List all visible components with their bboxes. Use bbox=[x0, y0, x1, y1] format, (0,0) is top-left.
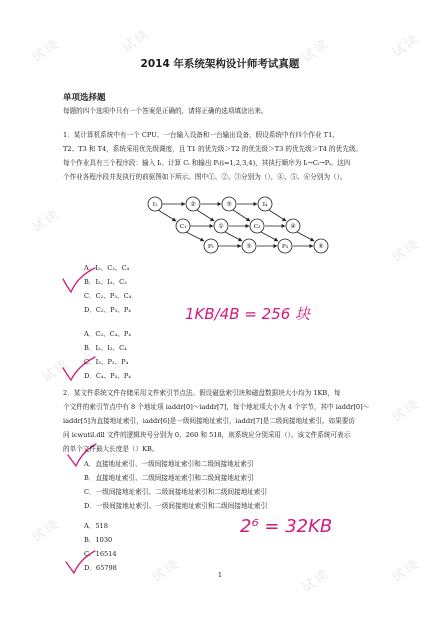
q1-line: 1．某计算机系统中有一个 CPU、一台输入设备和一台输出设备，假设系统中有四个作业 T1、 bbox=[63, 131, 339, 139]
watermark: 试读 bbox=[149, 556, 183, 586]
option: D．65798 bbox=[84, 564, 117, 572]
watermark: 试读 bbox=[119, 26, 153, 56]
node-label: ② bbox=[190, 202, 196, 208]
node-label: P₁ bbox=[207, 244, 215, 250]
q2-line: iaddr[5]为直接地址索引，iaddr[6]是一级间接地址索引，iaddr[7]是二级间接地址索引。如果要访 bbox=[63, 417, 355, 425]
option: A．I₂、C₂、C₄ bbox=[84, 264, 130, 272]
option: B．I₂、I₃、C₂ bbox=[84, 278, 127, 286]
option: C．16514 bbox=[84, 550, 117, 558]
option: D．C₄、P₃、P₄ bbox=[84, 372, 131, 380]
option: B．1030 bbox=[84, 536, 113, 544]
node-label: C₃ bbox=[253, 224, 261, 230]
watermark: 试读 bbox=[29, 206, 63, 236]
node-label: ④ bbox=[290, 224, 296, 230]
watermark: 试读 bbox=[389, 556, 423, 586]
q2-line: 的单个文件最大长度是（）KB。 bbox=[63, 445, 159, 453]
watermark: 试读 bbox=[39, 356, 73, 386]
watermark: 试读 bbox=[389, 236, 423, 266]
section-heading: 单项选择题 bbox=[63, 93, 106, 103]
option: B．直接地址索引、二级间接地址索引和二级间接地址索引 bbox=[84, 474, 254, 482]
node-label: P₃ bbox=[281, 244, 289, 250]
watermark: 试读 bbox=[389, 396, 423, 426]
option: A．直接地址索引、一级间接地址索引和二级间接地址索引 bbox=[84, 460, 254, 468]
intro-text: 每题的四个选项中只有一个答案是正确的，请将正确的选项填涂出来。 bbox=[63, 107, 268, 115]
node-label: ③ bbox=[226, 202, 232, 208]
watermark: 试读 bbox=[389, 31, 423, 61]
page-number: 1 bbox=[217, 571, 223, 579]
option: B．I₂、I₃、C₄ bbox=[84, 344, 127, 352]
watermark: 试读 bbox=[299, 36, 333, 66]
watermark: 试读 bbox=[29, 36, 63, 66]
q2-line: 问 icwutil.dll 文件的逻辑块号分别为 0、260 和 518，则系统应分别采用（）。该文件系统可表示 bbox=[63, 431, 351, 439]
node-label: I₁ bbox=[152, 202, 158, 208]
option: D．一级间接地址索引、一级间接地址索引和二级间接地址索引 bbox=[84, 502, 268, 510]
q1-line: 每个作业具有三个程序段：输入 Iᵢ、计算 Cᵢ 和输出 Pᵢ(i=1,2,3,4)，其执行顺序为 Iᵢ→Cᵢ→Pᵢ。这四 bbox=[63, 159, 351, 167]
option: C．C₂、P₃、C₄ bbox=[84, 292, 132, 300]
page-title: 2014 年系统架构设计师考试真题 bbox=[140, 58, 300, 70]
q2-line: 个文件的索引节点中有 8 个地址项 iaddr[0]～iaddr[7]，每个地址项大小为 4 个字节，其中 iaddr[0]～ bbox=[63, 403, 370, 411]
watermark: 试读 bbox=[29, 516, 63, 546]
handwritten-note: 1KB/4B = 256 块 bbox=[185, 305, 311, 323]
option: A．518 bbox=[84, 522, 108, 530]
option: C．一级间接地址索引、二级间接地址索引和二级间接地址索引 bbox=[84, 488, 268, 496]
option: A．C₂、C₄、P₄ bbox=[84, 330, 131, 338]
option: C．I₃、P₃、P₄ bbox=[84, 358, 129, 366]
q2-line: 2．某文件系统文件存储采用文件索引节点法。假设磁盘索引块和磁盘数据块大小均为 1KB，每 bbox=[63, 389, 341, 397]
node-label: ⑤ bbox=[246, 244, 252, 250]
q1-line: 个作业各程序段并发执行的前驱图如下所示。图中①、②、③分别为（），④、⑤、⑥分别为（）。 bbox=[63, 173, 347, 181]
node-label: ① bbox=[218, 224, 224, 230]
node-label: C₁ bbox=[179, 224, 187, 230]
q1-line: T2、T3 和 T4，系统采用优先级调度，且 T1 的优先级＞T2 的优先级＞T3 的优先级＞T4 的优先级。 bbox=[63, 145, 363, 153]
handwritten-note: 2⁶ = 32KB bbox=[240, 516, 333, 537]
node-label: I₄ bbox=[262, 202, 268, 208]
option: D．C₂、P₃、P₄ bbox=[84, 306, 131, 314]
node-label: ⑥ bbox=[318, 244, 324, 250]
watermark: 试读 bbox=[299, 566, 333, 596]
